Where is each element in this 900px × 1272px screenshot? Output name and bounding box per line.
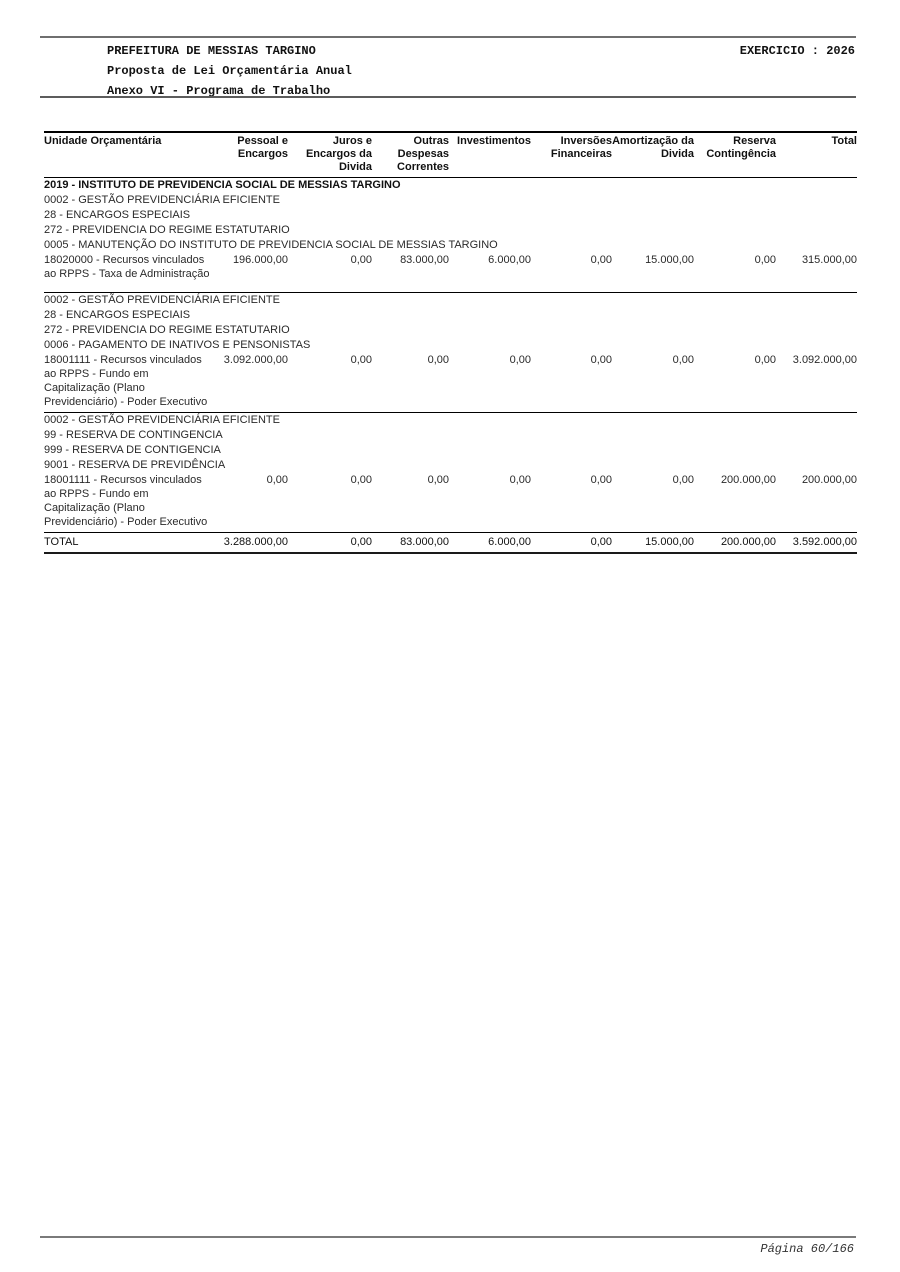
subfunction-heading: 272 - PREVIDENCIA DO REGIME ESTATUTARIO — [44, 324, 290, 336]
resource-source-label: 18001111 - Recursos vinculados ao RPPS - Fundo em Capitalização (Plano Previdenciário) - Poder Executivo — [44, 353, 214, 413]
value-outras-despesas: 0,00 — [372, 473, 449, 533]
value-amortizacao: 15.000,00 — [612, 253, 694, 293]
subfunction-heading: 999 - RESERVA DE CONTIGENCIA — [44, 444, 221, 456]
col-header-investimentos: Investimentos — [449, 132, 531, 178]
value-inversoes: 0,00 — [531, 353, 612, 413]
function-heading-row — [44, 208, 857, 223]
resource-data-row — [44, 253, 857, 293]
total-label: TOTAL — [44, 533, 214, 554]
function-heading: 28 - ENCARGOS ESPECIAIS — [44, 209, 191, 221]
total-investimentos: 6.000,00 — [449, 533, 531, 554]
budget-table — [44, 131, 857, 554]
document-header — [107, 41, 855, 101]
action-heading-row — [44, 338, 857, 353]
value-pessoal-encargos: 0,00 — [214, 473, 288, 533]
annex-title: Anexo VI - Programa de Trabalho — [107, 84, 331, 98]
value-outras-despesas: 83.000,00 — [372, 253, 449, 293]
total-row — [44, 533, 857, 554]
total-outras-despesas: 83.000,00 — [372, 533, 449, 554]
value-total: 315.000,00 — [776, 253, 857, 293]
action-heading: 9001 - RESERVA DE PREVIDÊNCIA — [44, 459, 226, 471]
program-heading: 0002 - GESTÃO PREVIDENCIÁRIA EFICIENTE — [44, 194, 280, 206]
program-heading: 0002 - GESTÃO PREVIDENCIÁRIA EFICIENTE — [44, 294, 280, 306]
value-reserva: 0,00 — [694, 253, 776, 293]
total-inversoes: 0,00 — [531, 533, 612, 554]
col-header-unidade-orcamentaria: Unidade Orçamentária — [44, 132, 214, 178]
total-total: 3.592.000,00 — [776, 533, 857, 554]
program-heading-row — [44, 413, 857, 429]
value-juros-encargos: 0,00 — [288, 473, 372, 533]
value-inversoes: 0,00 — [531, 253, 612, 293]
value-pessoal-encargos: 3.092.000,00 — [214, 353, 288, 413]
unit-heading-row — [44, 178, 857, 194]
header-bottom-rule — [40, 96, 856, 98]
total-amortizacao: 15.000,00 — [612, 533, 694, 554]
subfunction-heading-row — [44, 223, 857, 238]
entity-title: PREFEITURA DE MESSIAS TARGINO — [107, 44, 316, 58]
action-heading-row — [44, 238, 857, 253]
page-top-rule — [40, 36, 856, 38]
action-heading: 0005 - MANUTENÇÃO DO INSTITUTO DE PREVIDENCIA SOCIAL DE MESSIAS TARGINO — [44, 239, 498, 251]
value-amortizacao: 0,00 — [612, 473, 694, 533]
value-outras-despesas: 0,00 — [372, 353, 449, 413]
resource-source-label: 18020000 - Recursos vinculados ao RPPS - Taxa de Administração — [44, 253, 214, 293]
unit-heading: 2019 - INSTITUTO DE PREVIDENCIA SOCIAL DE MESSIAS TARGINO — [44, 179, 401, 191]
resource-source-label: 18001111 - Recursos vinculados ao RPPS - Fundo em Capitalização (Plano Previdenciário) - Poder Executivo — [44, 473, 214, 533]
value-total: 200.000,00 — [776, 473, 857, 533]
value-investimentos: 6.000,00 — [449, 253, 531, 293]
value-juros-encargos: 0,00 — [288, 253, 372, 293]
total-pessoal-encargos: 3.288.000,00 — [214, 533, 288, 554]
col-header-total: Total — [776, 132, 857, 178]
col-header-juros-encargos-divida: Juros e Encargos da Divida — [288, 132, 372, 178]
value-inversoes: 0,00 — [531, 473, 612, 533]
subfunction-heading: 272 - PREVIDENCIA DO REGIME ESTATUTARIO — [44, 224, 290, 236]
value-investimentos: 0,00 — [449, 353, 531, 413]
col-header-reserva-contingencia: Reserva Contingência — [694, 132, 776, 178]
program-heading: 0002 - GESTÃO PREVIDENCIÁRIA EFICIENTE — [44, 414, 280, 426]
col-header-outras-despesas-correntes: Outras Despesas Correntes — [372, 132, 449, 178]
resource-data-row — [44, 353, 857, 413]
value-amortizacao: 0,00 — [612, 353, 694, 413]
col-header-inversoes-financeiras: Inversões Financeiras — [531, 132, 612, 178]
value-investimentos: 0,00 — [449, 473, 531, 533]
footer-rule — [40, 1236, 856, 1238]
program-heading-row — [44, 293, 857, 309]
document-header-line1 — [107, 41, 855, 61]
column-header-row — [44, 132, 857, 178]
exercise-label: EXERCICIO : 2026 — [739, 44, 855, 58]
function-heading-row — [44, 428, 857, 443]
action-heading-row — [44, 458, 857, 473]
value-reserva: 0,00 — [694, 353, 776, 413]
function-heading: 28 - ENCARGOS ESPECIAIS — [44, 309, 191, 321]
document-subtitle: Proposta de Lei Orçamentária Anual — [107, 64, 352, 78]
value-reserva: 200.000,00 — [694, 473, 776, 533]
program-heading-row — [44, 193, 857, 208]
function-heading: 99 - RESERVA DE CONTINGENCIA — [44, 429, 223, 441]
value-juros-encargos: 0,00 — [288, 353, 372, 413]
resource-data-row — [44, 473, 857, 533]
value-pessoal-encargos: 196.000,00 — [214, 253, 288, 293]
value-total: 3.092.000,00 — [776, 353, 857, 413]
total-juros-encargos: 0,00 — [288, 533, 372, 554]
subfunction-heading-row — [44, 443, 857, 458]
budget-table-container — [44, 131, 857, 554]
function-heading-row — [44, 308, 857, 323]
col-header-pessoal-encargos: Pessoal e Encargos — [214, 132, 288, 178]
page-number-label: Página 60/166 — [760, 1242, 854, 1256]
total-reserva: 200.000,00 — [694, 533, 776, 554]
subfunction-heading-row — [44, 323, 857, 338]
action-heading: 0006 - PAGAMENTO DE INATIVOS E PENSONISTAS — [44, 339, 311, 351]
col-header-amortizacao-divida: Amortização da Divida — [612, 132, 694, 178]
